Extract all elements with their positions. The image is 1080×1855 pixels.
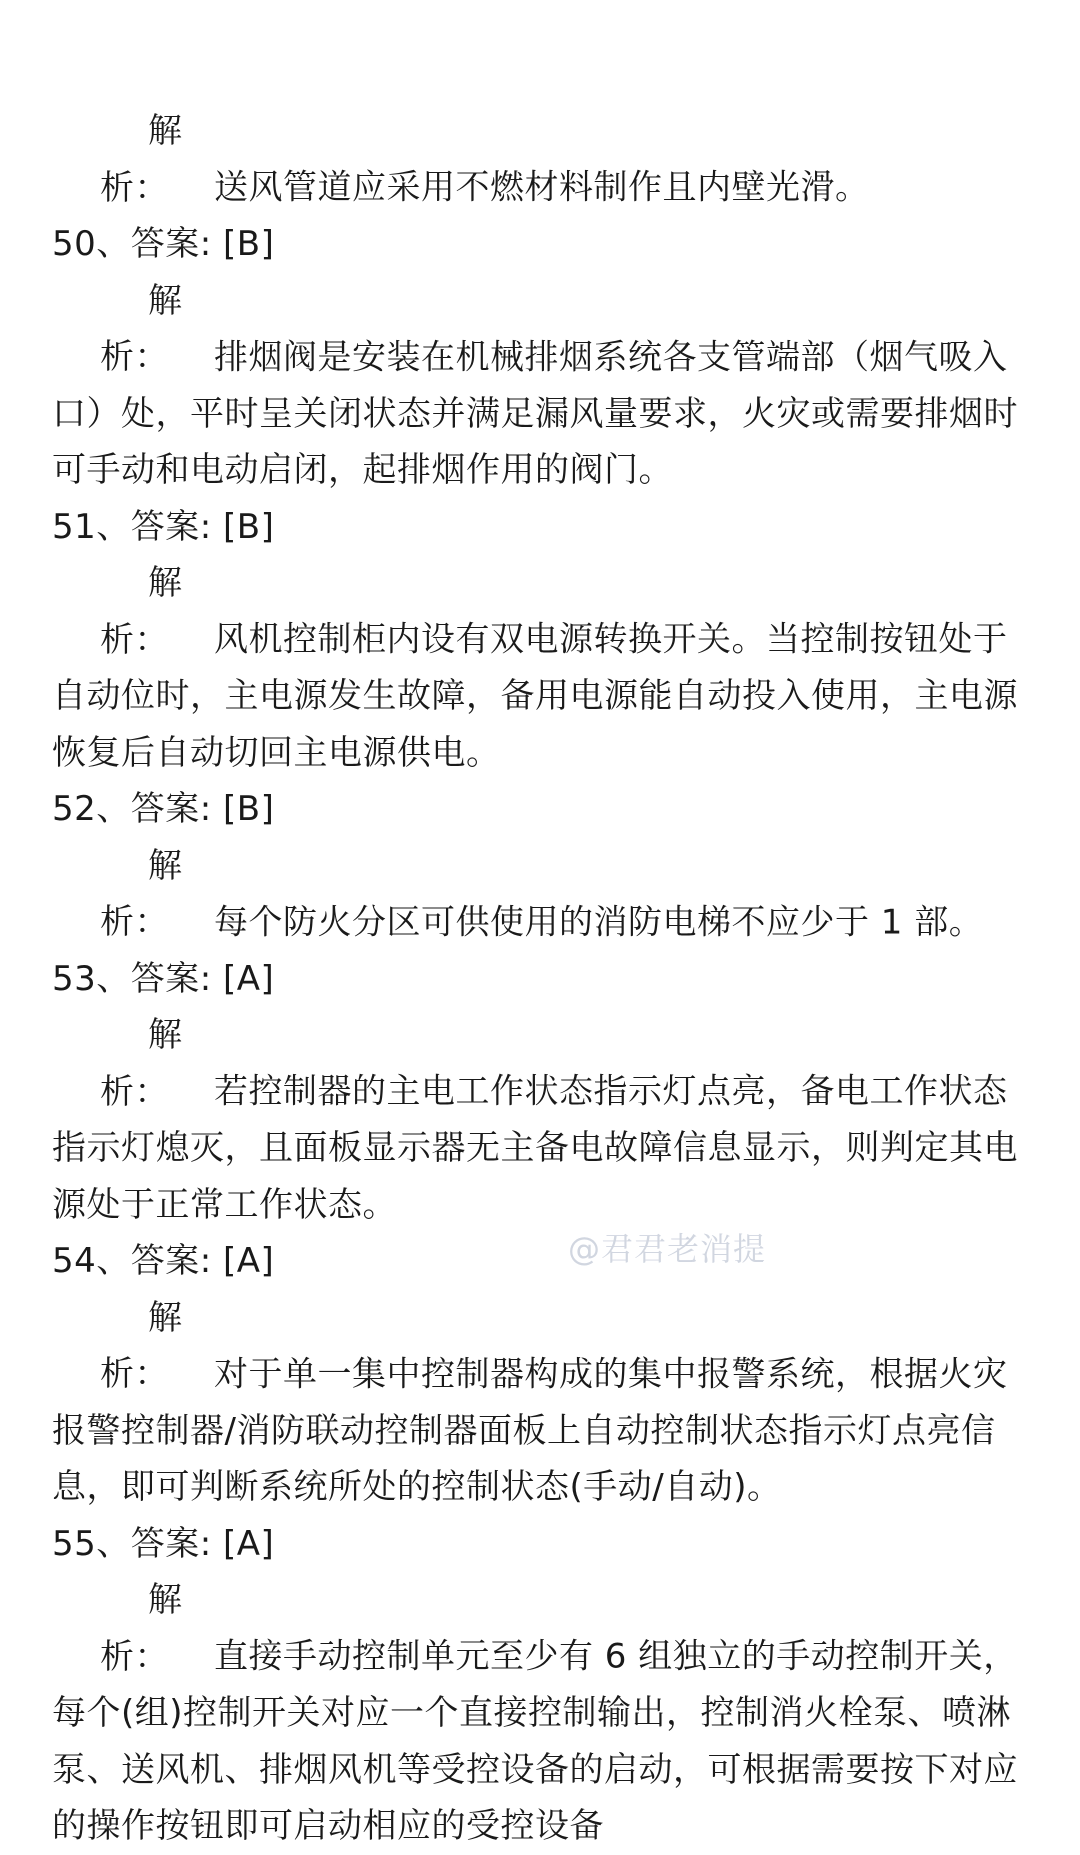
explanation-text: 排烟阀是安装在机械排烟系统各支管端部（烟气吸入口）处，平时呈关闭状态并满足漏风量要求，火灾或需要排烟时可手动和电动启闭，起排烟作用的阀门。 bbox=[52, 337, 1018, 490]
answer-line: 50、答案: [B] bbox=[52, 224, 275, 264]
explanation-text: 直接手动控制单元至少有 6 组独立的手动控制开关，每个(组)控制开关对应一个直接控制输出，控制消火栓泵、喷淋泵、送风机、排烟风机等受控设备的启动，可根据需要按下对应的操作按钮即可启动相应的受控设备 bbox=[52, 1636, 1018, 1846]
explanation-block bbox=[52, 555, 1032, 781]
explanation-label: 解析： bbox=[100, 1297, 183, 1394]
answer-line: 55、答案: [A] bbox=[52, 1523, 275, 1564]
answer-line: 53、答案: [A] bbox=[52, 958, 275, 999]
answer-line: 52、答案: [B] bbox=[52, 789, 275, 829]
explanation-label: 解析： bbox=[100, 845, 183, 942]
explanation-block bbox=[52, 838, 1032, 951]
explanation-label: 解析： bbox=[100, 111, 183, 208]
explanation-block bbox=[52, 273, 1032, 499]
explanation-label: 解析： bbox=[100, 1015, 183, 1112]
explanation-text: 送风管道应采用不燃材料制作且内壁光滑。 bbox=[214, 167, 870, 208]
explanation-block bbox=[52, 1007, 1032, 1233]
explanation-label: 解析： bbox=[100, 1580, 183, 1677]
explanation-label: 解析： bbox=[100, 563, 183, 660]
explanation-text: 对于单一集中控制器构成的集中报警系统，根据火灾报警控制器/消防联动控制器面板上自动控制状态指示灯点亮信息，即可判断系统所处的控制状态(手动/自动)。 bbox=[52, 1354, 1008, 1507]
explanation-text: 每个防火分区可供使用的消防电梯不应少于 1 部。 bbox=[214, 902, 984, 942]
explanation-label: 解析： bbox=[100, 280, 183, 377]
explanation-block bbox=[52, 103, 1032, 216]
answer-line: 51、答案: [B] bbox=[52, 506, 275, 547]
watermark-text: @君君老消提 bbox=[568, 1230, 767, 1268]
explanation-text: 若控制器的主电工作状态指示灯点亮，备电工作状态指示灯熄灭，且面板显示器无主备电故障信息显示，则判定其电源处于正常工作状态。 bbox=[52, 1071, 1018, 1225]
explanation-block bbox=[52, 1572, 1032, 1855]
document-body bbox=[52, 103, 1032, 1855]
explanation-text: 风机控制柜内设有双电源转换开关。当控制按钮处于自动位时，主电源发生故障，备用电源能自动投入使用，主电源恢复后自动切回主电源供电。 bbox=[52, 619, 1018, 773]
explanation-block bbox=[52, 1290, 1032, 1516]
answer-line: 54、答案: [A] bbox=[52, 1241, 275, 1281]
